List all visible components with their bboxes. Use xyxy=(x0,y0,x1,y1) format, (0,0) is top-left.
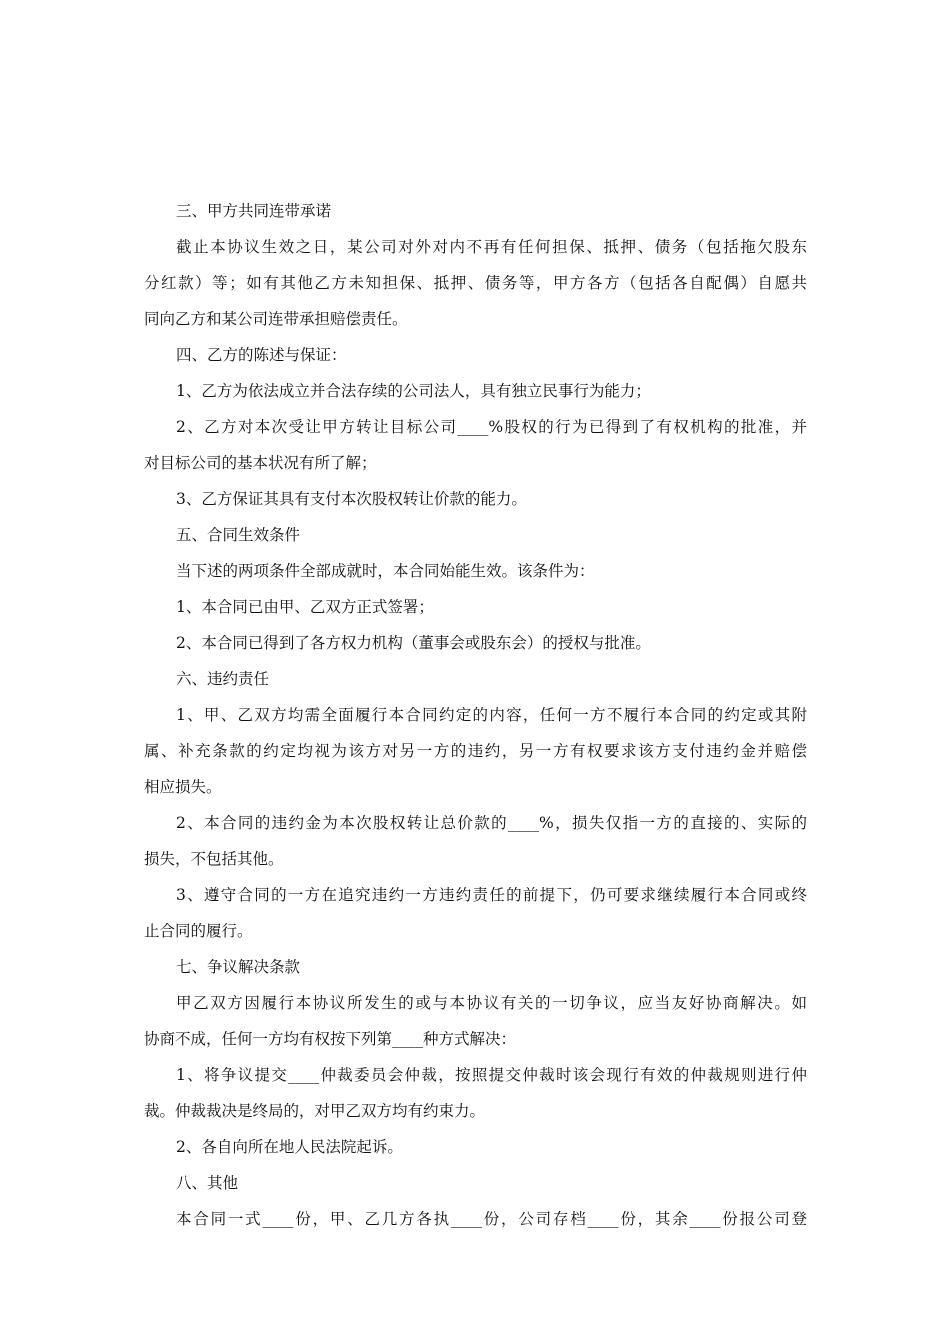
paragraph-line: 甲乙双方因履行本协议所发生的或与本协议有关的一切争议，应当友好协商解决。如 xyxy=(176,994,807,1012)
paragraph-line: 2、本合同已得到了各方权力机构（董事会或股东会）的授权与批准。 xyxy=(176,634,651,652)
document-body xyxy=(144,193,807,1237)
paragraph-line: 裁。仲裁裁决是终局的，对甲乙双方均有约束力。 xyxy=(144,1102,486,1120)
section-heading-8: 八、其他 xyxy=(176,1174,239,1192)
paragraph-line: 2、本合同的违约金为本次股权转让总价款的____%，损失仅指一方的直接的、实际的 xyxy=(176,814,807,832)
paragraph-line: 2、乙方对本次受让甲方转让目标公司____%股权的行为已得到了有权机构的批准，并 xyxy=(176,418,807,436)
paragraph-line: 3、遵守合同的一方在追究违约一方违约责任的前提下，仍可要求继续履行本合同或终 xyxy=(176,886,807,904)
paragraph-line: 相应损失。 xyxy=(144,778,222,796)
paragraph-line: 1、乙方为依法成立并合法存续的公司法人，具有独立民事行为能力； xyxy=(176,382,651,400)
paragraph-line: 损失，不包括其他。 xyxy=(144,850,284,868)
section-heading-4: 四、乙方的陈述与保证： xyxy=(176,346,347,364)
section-heading-5: 五、合同生效条件 xyxy=(176,526,301,544)
section-heading-7: 七、争议解决条款 xyxy=(176,958,301,976)
paragraph-line: 本合同一式____份，甲、乙几方各执____份，公司存档____份，其余____份报公司登 xyxy=(176,1210,807,1228)
paragraph-line: 同向乙方和某公司连带承担赔偿责任。 xyxy=(144,310,408,328)
paragraph-line: 1、本合同已由甲、乙双方正式签署； xyxy=(176,598,434,616)
paragraph-line: 当下述的两项条件全部成就时，本合同始能生效。该条件为： xyxy=(176,562,595,580)
paragraph-line: 1、甲、乙双方均需全面履行本合同约定的内容，任何一方不履行本合同的约定或其附 xyxy=(176,706,807,724)
paragraph-line: 对目标公司的基本状况有所了解； xyxy=(144,454,377,472)
paragraph-line: 1、将争议提交____仲裁委员会仲裁，按照提交仲裁时该会现行有效的仲裁规则进行仲 xyxy=(176,1066,807,1084)
section-heading-6: 六、违约责任 xyxy=(176,670,270,688)
paragraph-line: 协商不成，任何一方均有权按下列第____种方式解决： xyxy=(144,1030,517,1048)
section-heading-3: 三、甲方共同连带承诺 xyxy=(176,202,332,220)
paragraph-line: 2、各自向所在地人民法院起诉。 xyxy=(176,1138,403,1156)
paragraph-line: 止合同的履行。 xyxy=(144,922,253,940)
paragraph-line: 分红款）等；如有其他乙方未知担保、抵押、债务等，甲方各方（包括各自配偶）自愿共 xyxy=(144,274,807,292)
paragraph-line: 截止本协议生效之日，某公司对外对内不再有任何担保、抵押、债务（包括拖欠股东 xyxy=(176,238,807,256)
paragraph-line: 属、补充条款的约定均视为该方对另一方的违约，另一方有权要求该方支付违约金并赔偿 xyxy=(144,742,807,760)
paragraph-line: 3、乙方保证其具有支付本次股权转让价款的能力。 xyxy=(176,490,527,508)
